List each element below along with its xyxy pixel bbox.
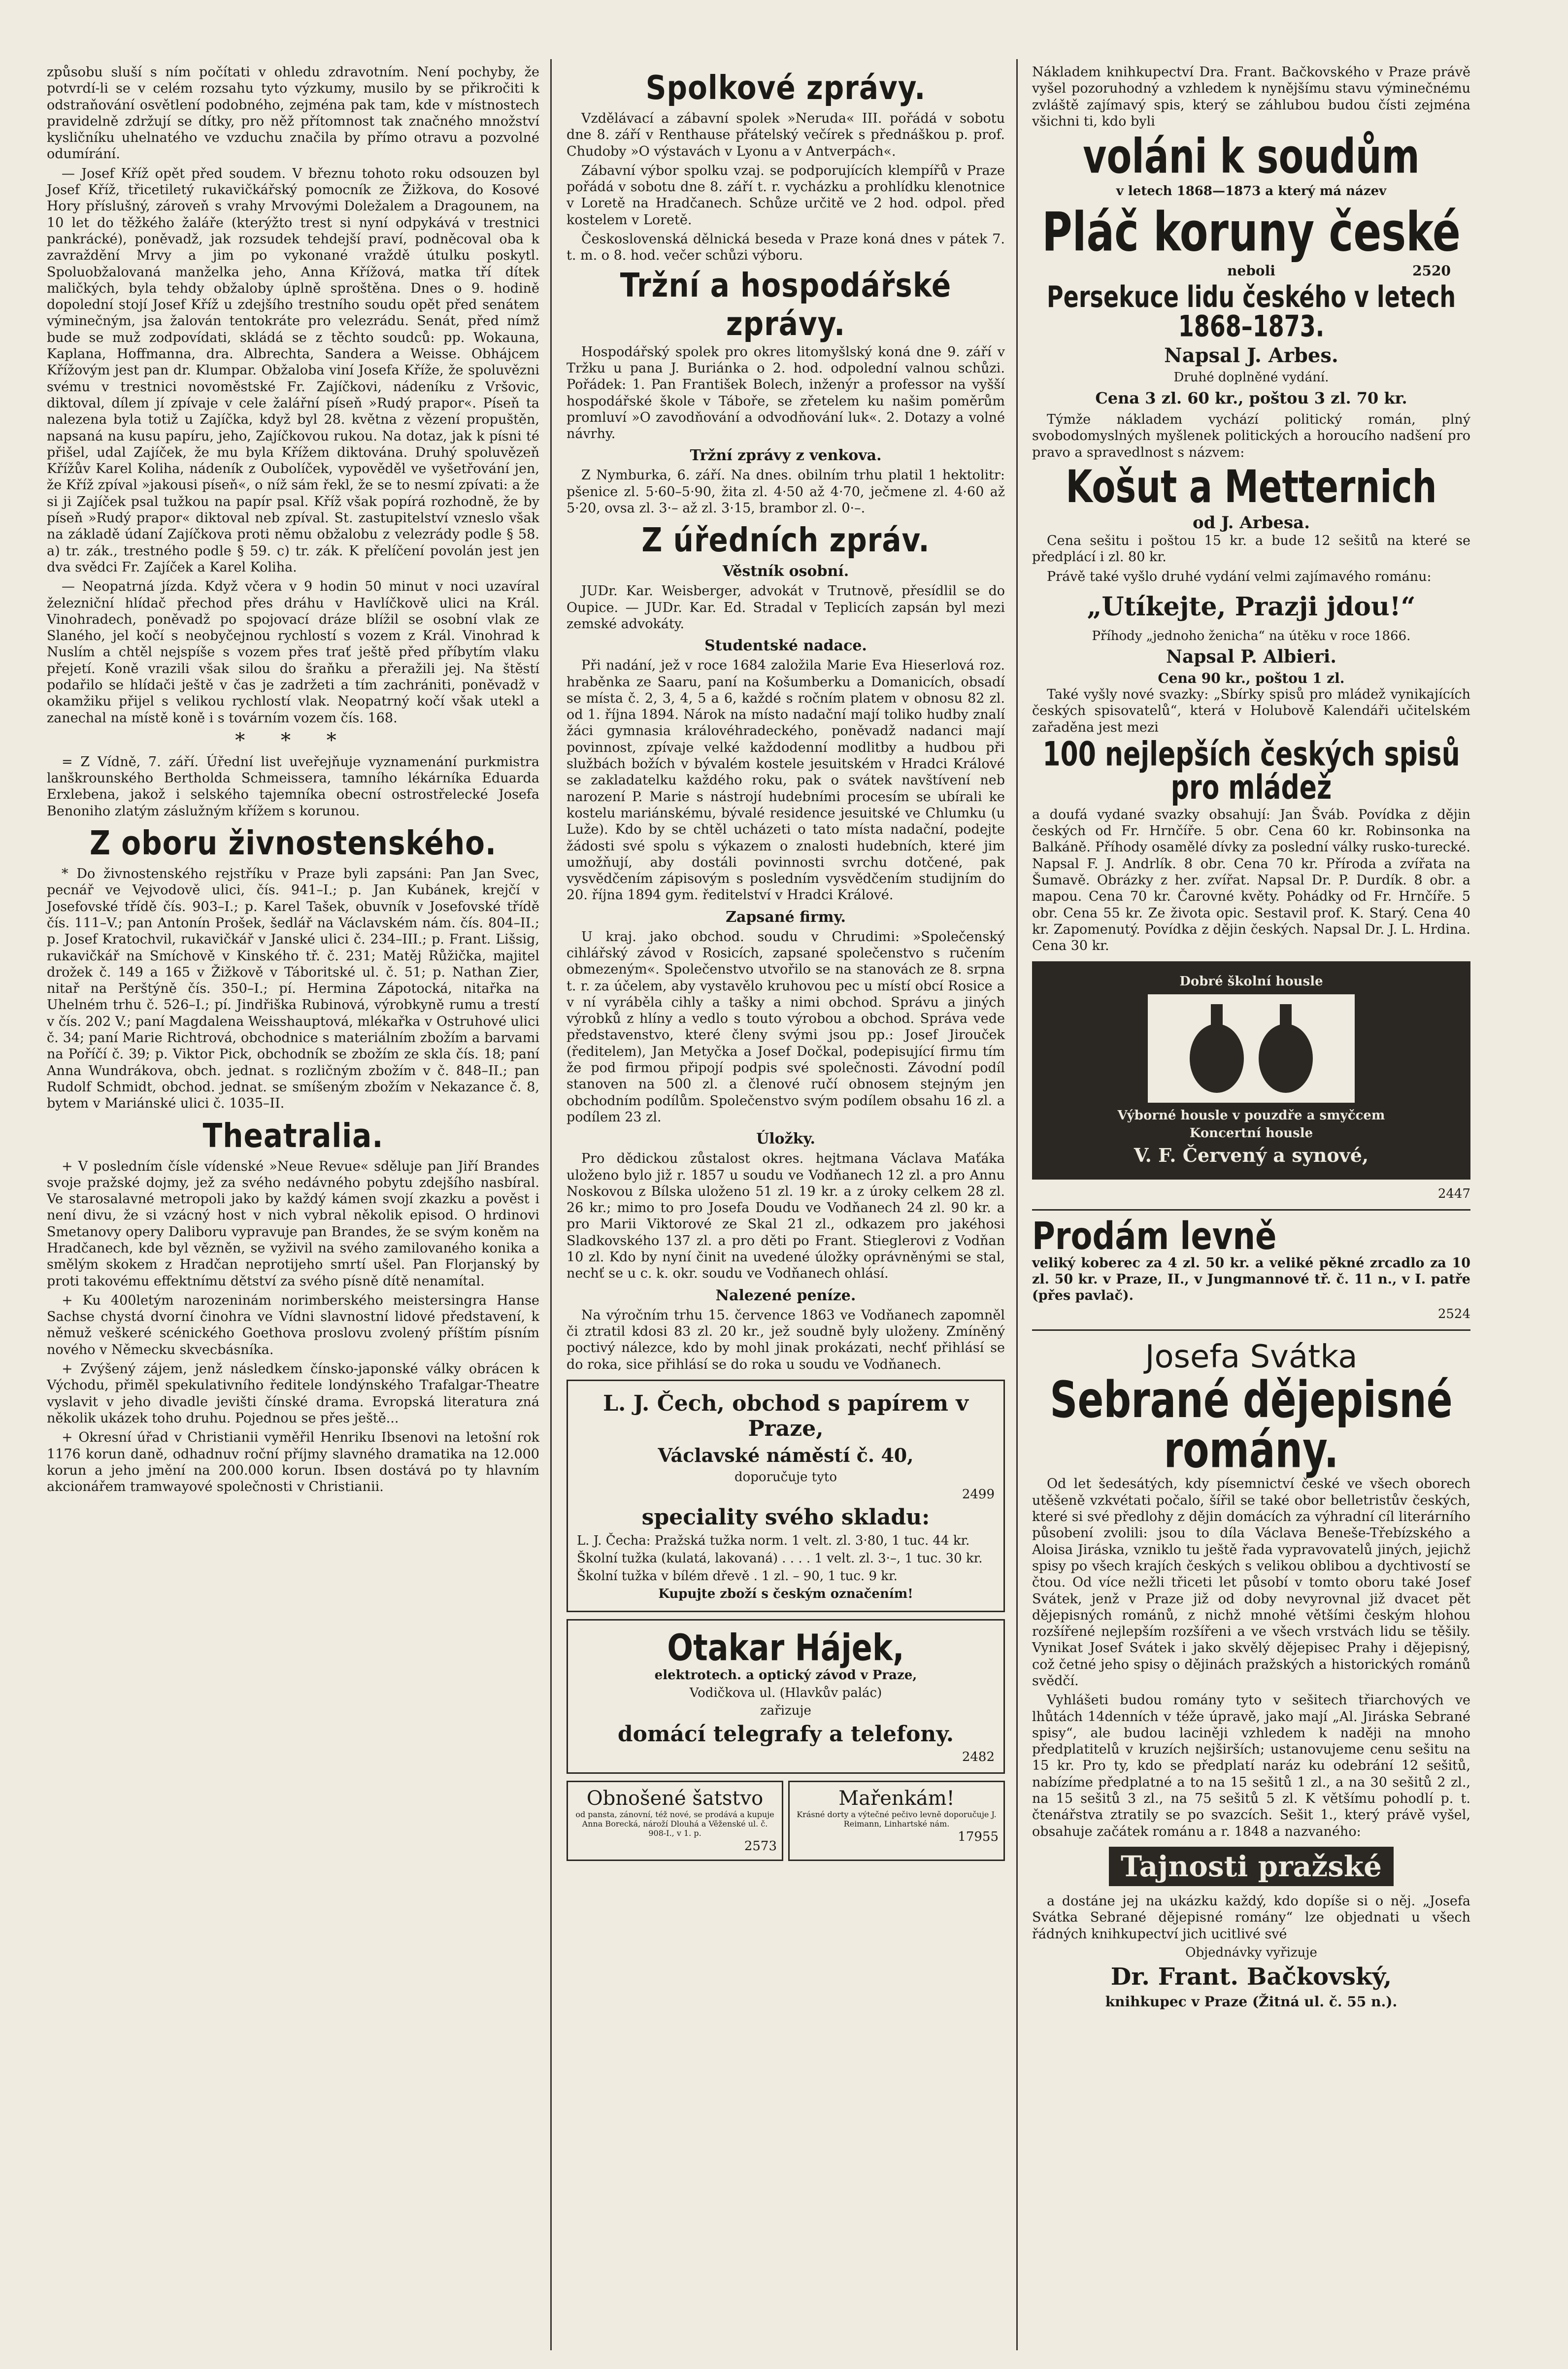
article-vienna: = Z Vídně, 7. září. Úřední list uveřejňuje vyznamenání purkmistra lanškrounského Bertholda Schmeissera, tamního lékárníka Eduarda Erxlebena, jakož i selského tajemníka obecní ostrostřelecké Josefa Benoniho zlatým záslužným křížem s korunou. xyxy=(47,754,539,819)
ad-hajek-line1: elektrotech. a optický závod v Praze, xyxy=(654,1667,917,1683)
ad-hajek-number: 2482 xyxy=(962,1749,995,1764)
title-utikejte: „Utíkejte, Prazji jdou!“ xyxy=(1087,591,1416,622)
author-arbes-2: od J. Arbesa. xyxy=(1192,513,1310,533)
article-kriz: — Josef Kříž opět před soudem. V březnu tohoto roku odsouzen byl Josef Kříž, třicetiletý rukavičkářský pomocník ze Žižkova, do Kosové Hory příslušný, zároveň s vrahy Mrvovými Doležalem a Dragounem, na 10 let do těžkého žaláře (kterýžto trest si nyní odpykává v trestnici pankrácké), poněvadž, jak rozsudek tehdejší praví, podněcoval oba k zavraždění Mrvy a jim po vykonané vraždě útulku poskytl. Spoluobžalovaná manželka jeho, Anna Křížová, matka tří dítek maličkých, byla tehdy obžaloby úplně sproštěna. Dnes o 9. hodině dopolední stojí Josef Kříž u zdejšího trestního soudu opět před senátem výminečným, jsa žalován tentokráte pro velezrádu. Senát, před nímž bude se muž zodpovídati, skládá se z těchto soudců: pp. Wokauna, Kaplana, Hoffmanna, dra. Albrechta, Sandera a Weisse. Obhájcem Křížovým jest pan dr. Klumpar. Obžaloba viní Josefa Kříže, že spoluvězni svému v trestnici novoměstské Fr. Zajíčkovi, nádeníku z Vršovic, diktoval, dílem jí zpívaje v cele žalářní píseň »Rudý prapor«. Píseň ta nalezena byla totiž u Zajíčka, když byl 28. května z vězení propuštěn, napsaná na kusu papíru, jeho, Zajíčkovou rukou. Na dotaz, jak k písni té přišel, udal Zajíček, že mu byla Křížem diktována. Druhý spoluvězeň Křížův Karel Koliha, nádeník z Oubolíček, vypověděl ve vyšetřování jen, že Kříž zpíval »jakousi píseň«, o níž sám řekl, že se to nesmí zpívati: a že si ji Zajíček psal tužkou na papír psal. Kříž však popírá rozhodně, že by píseň »Rudý prapor« diktoval neb zpíval. St. zastupitelství vzneslo však na základě údaní Zajíčkova proti němu obžalobu z velezrády podle § 58. a) tr. zák., trestného podle § 59. c) tr. zák. K přelíčení povolán jest jen dva svědci Fr. Zajíček a Karel Koliha. xyxy=(47,166,539,575)
author-albieri: Napsal P. Albieri. xyxy=(1166,646,1336,667)
text-prodam: veliký koberec za 4 zl. 50 kr. a veliké pěkné zrcadlo za 10 zl. 50 kr. v Praze, II., v Jungmannové tř. č. 11 n., v I. patře (přes pavlač). xyxy=(1032,1255,1470,1304)
title-josefa: Josefa Svátka xyxy=(1145,1339,1358,1376)
text-od-let: Od let šedesátých, kdy písemnictví české ve všech oborech utěšeně vzkvétati počalo, šířil se také obor belletristův českých, které si své předlohy z dějin domácích za výhradní cíl literárního působení zvolili: jsou to díla Václava Beneše-Třebízského a Aloisa Jiráska, vzniklo tu ještě řada vypravovatelů jiných, jejichž spisy po všech krajích českých s velikou oblibou a dychtivostí se čtou. Od více nežli třiceti let působí v tomto oboru také Josef Svátek, jenž v Praze již od doby nevyrovnal již dvacet pět dějepisných románů, z nichž mnohé většími českým hlohou rozšířené nejlepším rozšířeni a ve všech vrstvách lidu se těšily. Vynikat Josef Svátek i jako skvělý dějepisec Prahy i dějepisný, což četné jeho spisy o dějinách pražských a historických románů svědčí. xyxy=(1032,1476,1470,1689)
ad-housle-line1: Dobré školní housle xyxy=(1179,974,1323,989)
text-objednavky: Objednávky vyřizuje xyxy=(1185,1945,1317,1960)
article-penize: Na výročním trhu 15. července 1863 ve Vodňanech zapomněl či ztratil kdosi 83 zl. 20 kr., jež soudně byly uloženy. Zmíněný poctivý nálezce, kdo by mohl jinak prokázati, nechť přihlásí se do roka, sice přihlásí se do roka u soudu ve Vodňanech. xyxy=(567,1307,1005,1372)
ad-prodam-number: 2524 xyxy=(1437,1307,1470,1322)
ad-hajek-name: Otakar Hájek, xyxy=(667,1625,904,1669)
subheading-nadace: Studentské nadace. xyxy=(704,637,867,655)
article-firmy: U kraj. jako obchod. soudu v Chrudimi: »Společenský cihlářský závod v Rosicích, zapsané společenstvo s ručením obmezeným«. Společenstvo utvořilo se na stanovách ze 8. srpna t. r. za účelem, aby vystavělo kruhovou pec u místí obcí Rosice a v ní vyráběla cihly a tašky a nimi obchod. Správu a jiných výrobků z hlíny a vedlo s touto výrobou a obchod. Správa vede představenstvo, které členy svými jsou pp.: Josef Jirouček (ředitelem), Jan Metyčka a Josef Dočkal, podepisující firmu tím že pod firmou připojí podpis své společnosti. Závodní podíl stanoven na 500 zl. a členové ručí obnosem stejným jen obchodním podílům. Společenstvo svým podílem obsahu 16 zl. a podílem 23 zl. xyxy=(567,929,1005,1125)
ad-cech-papir xyxy=(567,1380,1005,1612)
article-brandes: + V posledním čísle vídenské »Neue Revue« sděluje pan Jiří Brandes svoje pražské dojmy, jež za svého nedávného pobytu zdejšího nasbíral. Ve starosalavné metropoli jako by každý kámen svojí zkazku a pověst i není divu, že si vzácný host v nich vybral několik episod. O hrdinovi Smetanovy opery Daliboru vypravuje pan Brandes, že se svým koněm na Hradčanech, kde byl vězněn, se vyživil na svého zamilovaného konika a smělým skokem z Hradčan neprotijeho smrtí ušel. Pan Florjanský by proti takovému effektnímu dětství za svého písně dítě nenamítal. xyxy=(47,1158,539,1289)
article-advokati: JUDr. Kar. Weisberger, advokát v Trutnově, přesídlil se do Oupice. — JUDr. Kar. Ed. Stradal v Teplicích zapsán byl mezi zemské advokáty. xyxy=(567,583,1005,632)
subheading-ulozky: Úložky. xyxy=(756,1130,815,1148)
divider xyxy=(1032,1209,1470,1211)
text-vychazeti: Vyhlášeti budou romány tyto v sešitech třiarchových ve lhůtách 14denních v téže úpravě, jako mají „Al. Jiráska Sebrané spisy“, ale budou laciněji vzhledem k naději na mnoho předplatitelů v kruzích nejširších; ustanovujeme cenu sešitu na 15 kr. Pro ty, kdo se předplatí naráz ku odebrání 12 sešitů, nabízíme předplatné a to na 15 sešitů 1 zl., a na 30 sešitů 2 zl., na 15 sešitů 3 zl., na 75 sešitů 5 zl. K většímu pohodlí p. t. čtenářstva ztratily se po svazcích. Sešit 1., který právě vyšel, obsahuje začátek románu a r. 1848 a nazvaného: xyxy=(1032,1692,1470,1839)
divider-2 xyxy=(1032,1329,1470,1331)
text-svazky: a doufá vydané svazky obsahují: Jan Šváb. Povídka z dějin českých od Fr. Hrnčíře. 5 obr. Cena 60 kr. Robinsonka na Balkáně. Příhody osamělé dívky za poslední války rusko-turecké. Napsal F. J. Andrlík. 8 obr. Cena 70 kr. Příroda a zvířata na Šumavě. Obrázky z her. zvířat. Napsal Dr. P. Durdík. 8 obr. a mapou. Cena 70 kr. Čarovné květy. Pohádky od Fr. Hrnčíře. 5 obr. Cena 55 kr. Ze života opic. Sestavil prof. K. Starý. Cena 40 kr. Zapomenutý. Povídka z dějin českých. Napsal Dr. J. L. Hrdina. Cena 30 kr. xyxy=(1032,807,1470,954)
ad-cech-line4: Kupujte zboží s českým označením! xyxy=(658,1586,913,1601)
ad-satstvo xyxy=(567,1781,783,1861)
ad-housle-line3: Koncertní housle xyxy=(1189,1125,1313,1141)
edition-note: Druhé doplněné vydání. xyxy=(1173,370,1329,385)
heading-zivnost: Z oboru živnostenského. xyxy=(89,823,497,863)
ad-marenkam-text: Krásné dorty a výtečné pečivo levně doporučuje J. Reimann, Linhartské nám. xyxy=(797,1809,997,1828)
ad-hajek-line4: domácí telegrafy a telefony. xyxy=(617,1721,954,1747)
article-jizda: — Neopatrná jízda. Když včera v 9 hodin 50 minut v noci uzavíral železniční hlídač přechod přes dráhu v Havlíčkově ulici na Král. Vinohradech, poněvadž po spojovací dráze blížil se osobní vlak ze Slaného, jel kočí s neobyčejnou rychlostí s vozem z Král. Vinohrad k Nuslím a chtěl nejspíše s vozem přes trať ještě před příbytím vlaku přejetí. Koně vrazili však silou do šraňku a přeražili jej. Na štěstí podařilo se hlídači ještě v čas je zadržeti a tím zachrániti, poněvadž v okamžiku přijel s velikou rychlostí vlak. Neopatrný kočí však utekl a zanechal na místě koně i s továrním vozem čís. 168. xyxy=(47,579,539,726)
text-tymz: Týmže nákladem vychází politický román, plný svobodomyslných myšlenek politických a horoucího nadšení pro pravo a spravedlnost s názvem: xyxy=(1032,412,1470,460)
column-left xyxy=(47,64,539,1498)
ad-satstvo-title: Obnošené šatstvo xyxy=(586,1787,764,1810)
subheading-venkov: Tržní zprávy z venkova. xyxy=(690,447,882,465)
ad-cech-name: L. J. Čech, obchod s papírem v Praze, xyxy=(603,1390,968,1441)
article-nadace: Při nadání, jež v roce 1684 založila Marie Eva Hieserlová roz. hraběnka ze Saaru, paní na Košumberku a Domanicích, obsadí se místa č. 2, 3, 4, 5 a 6, každé s ročním platem v obnosu 82 zl. od 1. října 1894. Nárok na místo nadační mají toliko hudby znalí žáci gymnasia královéhradeckého, poněvadž nadanci mají povinnost, zpívaje velké každodenní modlitby a hudbou při službách božích v bývalém kostele jesuitském v Hradci Králové se zakladatelku každého roku, pak o svátek navštívení neb narození P. Marie s nástrojí hudebními procesím se ubírali ke kostelu mariánskému, bývalé residence jesuitské ve Chlumku (u Luže). Kdo by se chtěl ucházeti o tato místa nadační, podejte žádosti své spolu s výkazem o znalosti hudebních, které jim umožňují, aby dostáli povinnosti svrchu dotčené, pak vysvědčením zápisovým s posledním vysvědčením studijním do 20. října 1894 gym. ředitelství v Hradci Králové. xyxy=(567,658,1005,903)
text-take: Také vyšly nové svazky: „Sbírky spisů pro mládež vynikajících českých spisovatelů“, která v Holubově Kalendáři učitelském zařaděna jest mezi xyxy=(1032,686,1470,735)
title-sebrane: Sebrané dějepisné romány. xyxy=(1050,1372,1453,1480)
heading-spolkove: Spolkové zprávy. xyxy=(645,68,926,107)
article-gas: způsobu sluší s ním počítati v ohledu zdravotním. Není pochyby, že potvrdí-li se v celém rozsahu tyto výzkumy, musilo by se přikročiti k odstraňování osvětlení podobného, zejména pak tam, kde v místnostech pravidelně zdržují se dítky, pro něž přítomnost tak značného množství kysličníku uhelnatého ve vzduchu značila by přímo otravu a pozvolné odumírání. xyxy=(47,65,539,162)
ad-cech-line1: L. J. Čecha: Pražská tužka norm. 1 velt. zl. 3·80, 1 tuc. 44 kr. xyxy=(577,1533,970,1548)
ad-hajek-line3: zařizuje xyxy=(760,1703,811,1718)
ad-housle-name: V. F. Červený a synové, xyxy=(1134,1144,1369,1166)
address-backovsky: knihkupec v Praze (Žitná ul. č. 55 n.). xyxy=(1105,1993,1398,2010)
ad-satstvo-number: 2573 xyxy=(744,1838,777,1854)
ad-cech-line2: Školní tužka (kulatá, lakovaná) . . . . 1 velt. zl. 3·–, 1 tuc. 30 kr. xyxy=(577,1551,983,1566)
heading-uredni: Z úředních zpráv. xyxy=(641,521,930,560)
heading-theatralia: Theatralia. xyxy=(202,1116,384,1155)
ad-satstvo-text: od pansta, zánovní, též nové, se prodává a kupuje Anna Borecká, nároží Dlouhá a Věženské ul. č. 908-I., v 1. p. xyxy=(575,1809,774,1838)
ad-cech-speciality: speciality svého skladu: xyxy=(641,1504,930,1530)
title-tajnosti-wrap xyxy=(1032,1847,1470,1886)
text-prave: Právě také vyšlo druhé vydání velmi zajímavého románu: xyxy=(1047,569,1432,584)
ad-hajek xyxy=(567,1619,1005,1774)
article-china: + Zvýšený zájem, jenž následkem čínsko-japonské války obrácen k Východu, přiměl spekulativního ředitele londýnského Trafalgar-Theatre vyslavit v jeho divadle jevišti čínské drama. Evropská literatura zná několik ukázek toho druhu. Pojednou se přes ještě... xyxy=(47,1361,539,1426)
subheading-firmy: Zapsané firmy. xyxy=(726,908,846,926)
column-right xyxy=(1032,64,1470,2010)
article-ibsen: + Okresní úřad v Christianii vyměřil Henriku Ibsenovi na letošní rok 1176 korun daně, odhadnuv roční příjmy slavného dramatika na 12.000 korun a jeho jmění na 200.000 korun. Ibsen dostává po ty hlavním akcionářem tramwayové společnosti v Christianii. xyxy=(47,1430,539,1495)
subheading-vestnik: Věstník osobní. xyxy=(722,563,849,580)
heading-trzni: Tržní a hospodářské zprávy. xyxy=(620,266,952,343)
column-rule-1 xyxy=(550,59,552,2350)
price-utikejte: Cena 90 kr., poštou 1 zl. xyxy=(1158,670,1345,686)
ad-marenkam-title: Mařenkám! xyxy=(838,1787,955,1810)
subheading-penize: Nalezené peníze. xyxy=(715,1286,856,1304)
ad-marenkam xyxy=(788,1781,1005,1861)
title-kosut: Košut a Metternich xyxy=(1066,460,1437,513)
name-backovsky: Dr. Frant. Bačkovský, xyxy=(1110,1963,1392,1991)
title-nebol-text: neboli xyxy=(1227,263,1275,279)
ad-housle-number: 2447 xyxy=(1437,1186,1470,1201)
title-100-spisu: 100 nejlepších českých spisů pro mládež xyxy=(1042,735,1460,807)
title-volani: voláni k soudům xyxy=(1083,129,1420,185)
article-neruda: Vzdělávací a zábavní spolek »Neruda« III. pořádá v sobotu dne 8. září v Renthause přátelský večírek s přednáškou p. prof. Chudoby »O výstavách v Lyonu a v Antverpách«. xyxy=(567,111,1005,159)
article-klempiri: Zábavní výbor spolku vzaj. se podporujících klempířů v Praze pořádá v sobotu dne 8. září t. r. vycházku a prohlídku klenotnice v Loretě na Hradčanech. Schůze určitě ve 2 hod. odpol. před kostelem v Loretě. xyxy=(567,163,1005,228)
title-persekuce: Persekuce lidu českého v letech 1868–1873. xyxy=(1046,279,1456,344)
ad-housle-line2: Výborné housle v pouzdře a smyčcem xyxy=(1117,1108,1385,1123)
article-ulozky: Pro dědickou zůstalost okres. hejtmana Václava Maťáka uloženo bylo již r. 1857 u soudu ve Vodňanech 12 zl. a pro Annu Noskovou z Bílska uloženo 51 zl. 19 kr. a z úroky celkem 28 zl. 26 kr.; mimo to pro Josefa Doudu ve Vodňanech 24 zl. 90 kr. a pro Marii Viktorové ze Skal 21 zl., odkazem pro jakéhosi Sladkovského 137 zl. a pro děti po Frant. Stieglerovi z Vodňan 10 zl. Kdo by nyní činit na uvedené úložky oprávněnými se stal, nechť se u c. k. okr. soudu ve Vodňanech ohlásí. xyxy=(567,1151,1005,1282)
price-plac: Cena 3 zl. 60 kr., poštou 3 zl. 70 kr. xyxy=(1095,389,1407,408)
article-litomysl: Hospodářský spolek pro okres litomyšlský koná dne 9. září v Tržku u pana J. Buriánka o 2. hod. odpolední valnou schůzi. Pořádek: 1. Pan František Bolech, inženýr a professor na vyšší hospodářské škole v Táboře, se zřetelem ku našim poměrům promluví »O zavodňování a odvodňování luk«. 2. Dotazy a volné návrhy. xyxy=(567,344,1005,442)
title-nebol xyxy=(1032,263,1470,279)
text-dostane: a dostáne jej na ukázku každý, kdo dopíše si o něj. „Josefa Svátka Sebrané dějepisné romány“ lze objednati u všech řádných knihkupectví jich ucitlivé své xyxy=(1032,1893,1470,1942)
title-tajnosti: Tajnosti pražské xyxy=(1109,1847,1394,1886)
article-sachs: + Ku 400letým narozeninám norimberského meistersingra Hanse Sachse chystá dvorní činohra ve Vídni slavnostní lidové představení, k němuž veškeré scénického Goethova proslovu zvolený příštím písním nového v Německu skvecbásníka. xyxy=(47,1292,539,1357)
ad-backovsky-intro: Nákladem knihkupectví Dra. Frant. Bačkovského v Praze právě vyšel pozoruhodný a vzhledem k nynějšímu stavu výminečnému zvláště zajímavý spis, který se záhlubou budou čísti zejména všichni ti, kdo byli xyxy=(1032,65,1470,129)
title-years: v letech 1868—1873 a který má název xyxy=(1116,184,1387,199)
ad-row-small xyxy=(567,1781,1005,1861)
ad-marenkam-number: 17955 xyxy=(958,1829,999,1844)
ad-cech-line3: Školní tužka v bílém dřevě . 1 zl. – 90, 1 tuc. 9 kr. xyxy=(577,1568,898,1584)
column-middle xyxy=(567,64,1005,1861)
price-kosut: Cena sešitu i poštou 15 kr. a bude 12 sešitů na které se předplácí i zl. 80 kr. xyxy=(1032,533,1470,565)
article-nymburk: Z Nymburka, 6. září. Na dnes. obilním trhu platil 1 hektolitr: pšenice zl. 5·60–5·90, žita zl. 4·50 až 4·70, ječmene zl. 4·60 až 5·20, ovsa zl. 3·– až zl. 3·15, brambor zl. 0·–. xyxy=(567,468,1005,516)
ad-housle xyxy=(1032,961,1470,1180)
author-arbes: Napsal J. Arbes. xyxy=(1164,344,1338,368)
violin-illustration xyxy=(1148,994,1355,1103)
ad-cech-number: 2499 xyxy=(962,1487,995,1502)
article-beseda: Československá dělnická beseda v Praze koná dnes v pátek 7. t. m. o 8. hod. večer schůzi výboru. xyxy=(567,232,1005,264)
ad-plac-number: 2520 xyxy=(1412,263,1451,279)
subtitle-prihody: Příhody „jednoho ženicha“ na útěku v roce 1866. xyxy=(1092,628,1411,643)
ad-hajek-line2: Vodičkova ul. (Hlavkův palác) xyxy=(689,1685,882,1700)
title-plac: Pláč koruny české xyxy=(1042,201,1461,264)
article-rejstrik: * Do živnostenského rejstříku v Praze byli zapsáni: Pan Jan Svec, pecnář ve Vejvodově ulici, čís. 941–I.; p. Jan Kubánek, krejčí v Josefovské třídě čís. 903–I.; p. Karel Tašek, obuvník v Josefovské třídě čís. 111–V.; pan Antonín Prošek, šedlář na Václavském nám. čís. 804–II.; p. Josef Kratochvil, rukavičkář v Janské ulici č. 234–III.; p. Frant. Lišsig, rukavičkář na Smíchově v Kinského tř. č. 231; Matěj Růžička, majitel drožek č. 149 a 165 v Žižkově v Táboritské ul. č. 51; p. Nathan Zier, nitař na Perštýně čís. 350–I.; pí. Hermina Zápotocká, nitařka na Uhelném trhu č. 526–I.; pí. Jindřiška Rubinová, výrobkyně rumu a trestí v čís. 202 V.; paní Magdalena Weisshauptová, mlékařka v Ostruhové ulici č. 34; paní Marie Richtrová, obchodnice s materiálním zbožím a barvami na Poříčí č. 39; p. Viktor Pick, obchodník se zbožím ze skla čís. 18; paní Anna Wundrákova, obch. jednat. s rozličným zbožím v č. 848–II.; pan Rudolf Schmidt, obchod. jednat. se smíšeným zbožím v Nekazance č. 8, bytem v Mariánské ulici č. 1035–II. xyxy=(47,866,539,1112)
column-rule-2 xyxy=(1016,59,1018,2350)
separator-dots: * * * xyxy=(235,729,351,752)
ad-cech-recommend: doporučuje tyto xyxy=(734,1469,837,1485)
title-prodam: Prodám levně xyxy=(1032,1215,1277,1258)
ad-cech-address: Václavské náměstí č. 40, xyxy=(658,1444,914,1466)
